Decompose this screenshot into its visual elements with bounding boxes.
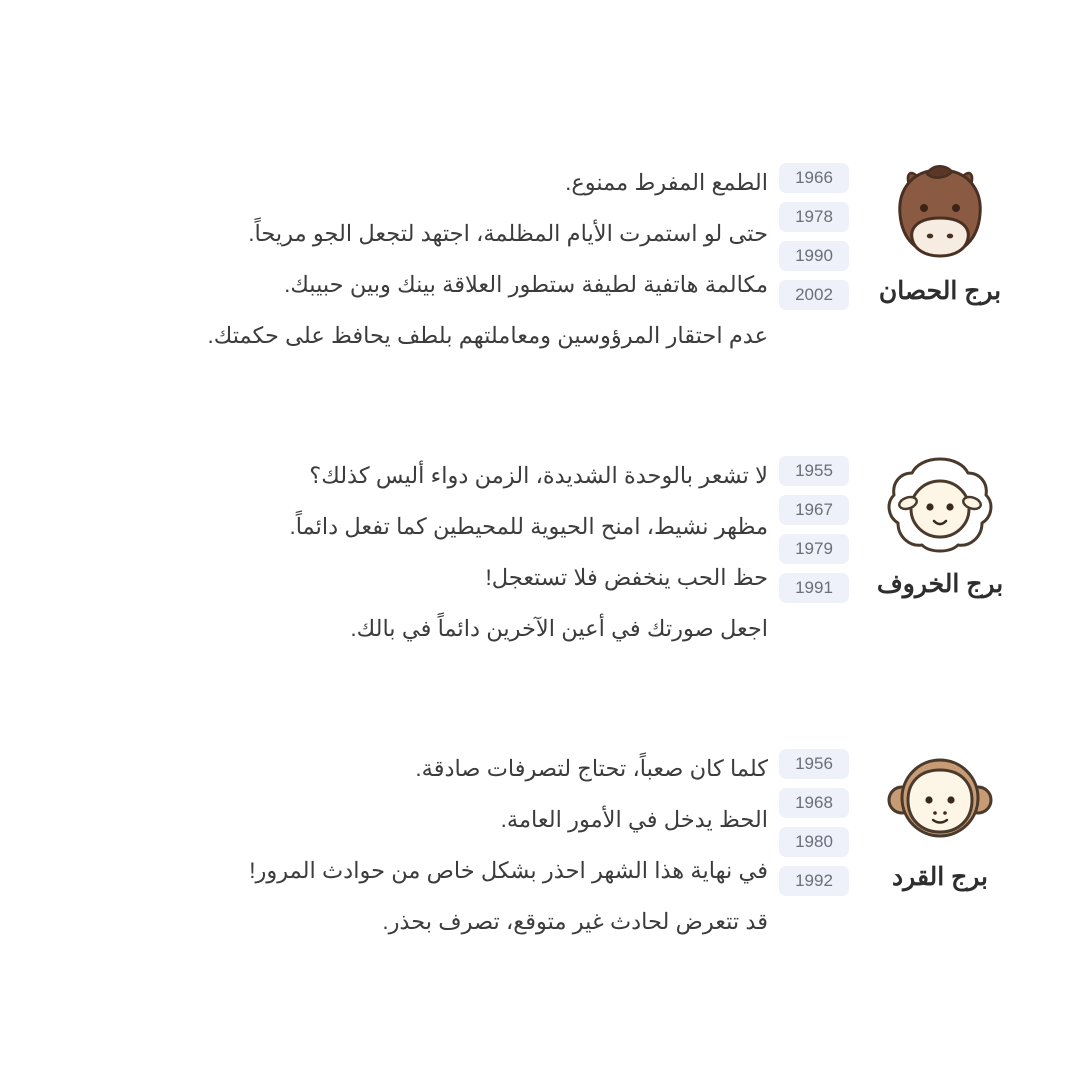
sign-column-horse (860, 150, 1020, 306)
year-chip: 1967 (779, 495, 849, 525)
sign-column-sheep (860, 443, 1020, 599)
fortune-line: حتى لو استمرت الأيام المظلمة، اجتهد لتجعل الجو مريحاً. (248, 221, 768, 246)
fortune-line: الطمع المفرط ممنوع. (565, 170, 768, 195)
fortune-lines (60, 443, 768, 651)
fortune-line: حظ الحب ينخفض فلا تستعجل! (485, 565, 768, 590)
years-column (768, 150, 860, 310)
year-chip: 1992 (779, 866, 849, 896)
sign-name: برج الحصان (878, 277, 1002, 305)
sign-column-monkey (860, 736, 1020, 892)
year-chip: 2002 (779, 280, 849, 310)
zodiac-row (60, 443, 1020, 658)
year-chip: 1966 (779, 163, 849, 193)
fortune-line: مكالمة هاتفية لطيفة ستطور العلاقة بينك وبين حبيبك. (284, 272, 768, 297)
year-chip: 1980 (779, 827, 849, 857)
zodiac-row (60, 736, 1020, 951)
year-chip: 1990 (779, 241, 849, 271)
years-column (768, 736, 860, 896)
year-chip: 1979 (779, 534, 849, 564)
year-chip: 1968 (779, 788, 849, 818)
fortune-line: عدم احتقار المرؤوسين ومعاملتهم بلطف يحافظ على حكمتك. (207, 323, 768, 348)
fortune-line: قد تتعرض لحادث غير متوقع، تصرف بحذر. (382, 909, 768, 934)
sheep-head-icon (880, 451, 1000, 563)
horse-head-icon (880, 158, 1000, 270)
fortune-line: الحظ يدخل في الأمور العامة. (500, 807, 768, 832)
fortune-line: اجعل صورتك في أعين الآخرين دائماً في بالك. (350, 616, 768, 641)
fortune-line: كلما كان صعباً، تحتاج لتصرفات صادقة. (415, 756, 768, 781)
fortune-lines (60, 150, 768, 358)
years-column (768, 443, 860, 603)
fortune-line: لا تشعر بالوحدة الشديدة، الزمن دواء أليس كذلك؟ (309, 463, 768, 488)
fortune-line: مظهر نشيط، امنح الحيوية للمحيطين كما تفعل دائماً. (289, 514, 768, 539)
zodiac-row (60, 150, 1020, 365)
year-chip: 1978 (779, 202, 849, 232)
year-chip: 1955 (779, 456, 849, 486)
fortune-lines (60, 736, 768, 944)
monkey-head-icon (880, 744, 1000, 856)
sign-name: برج القرد (892, 863, 988, 891)
year-chip: 1991 (779, 573, 849, 603)
year-chip: 1956 (779, 749, 849, 779)
fortune-line: في نهاية هذا الشهر احذر بشكل خاص من حوادث المرور! (249, 858, 768, 883)
sign-name: برج الخروف (876, 570, 1004, 598)
